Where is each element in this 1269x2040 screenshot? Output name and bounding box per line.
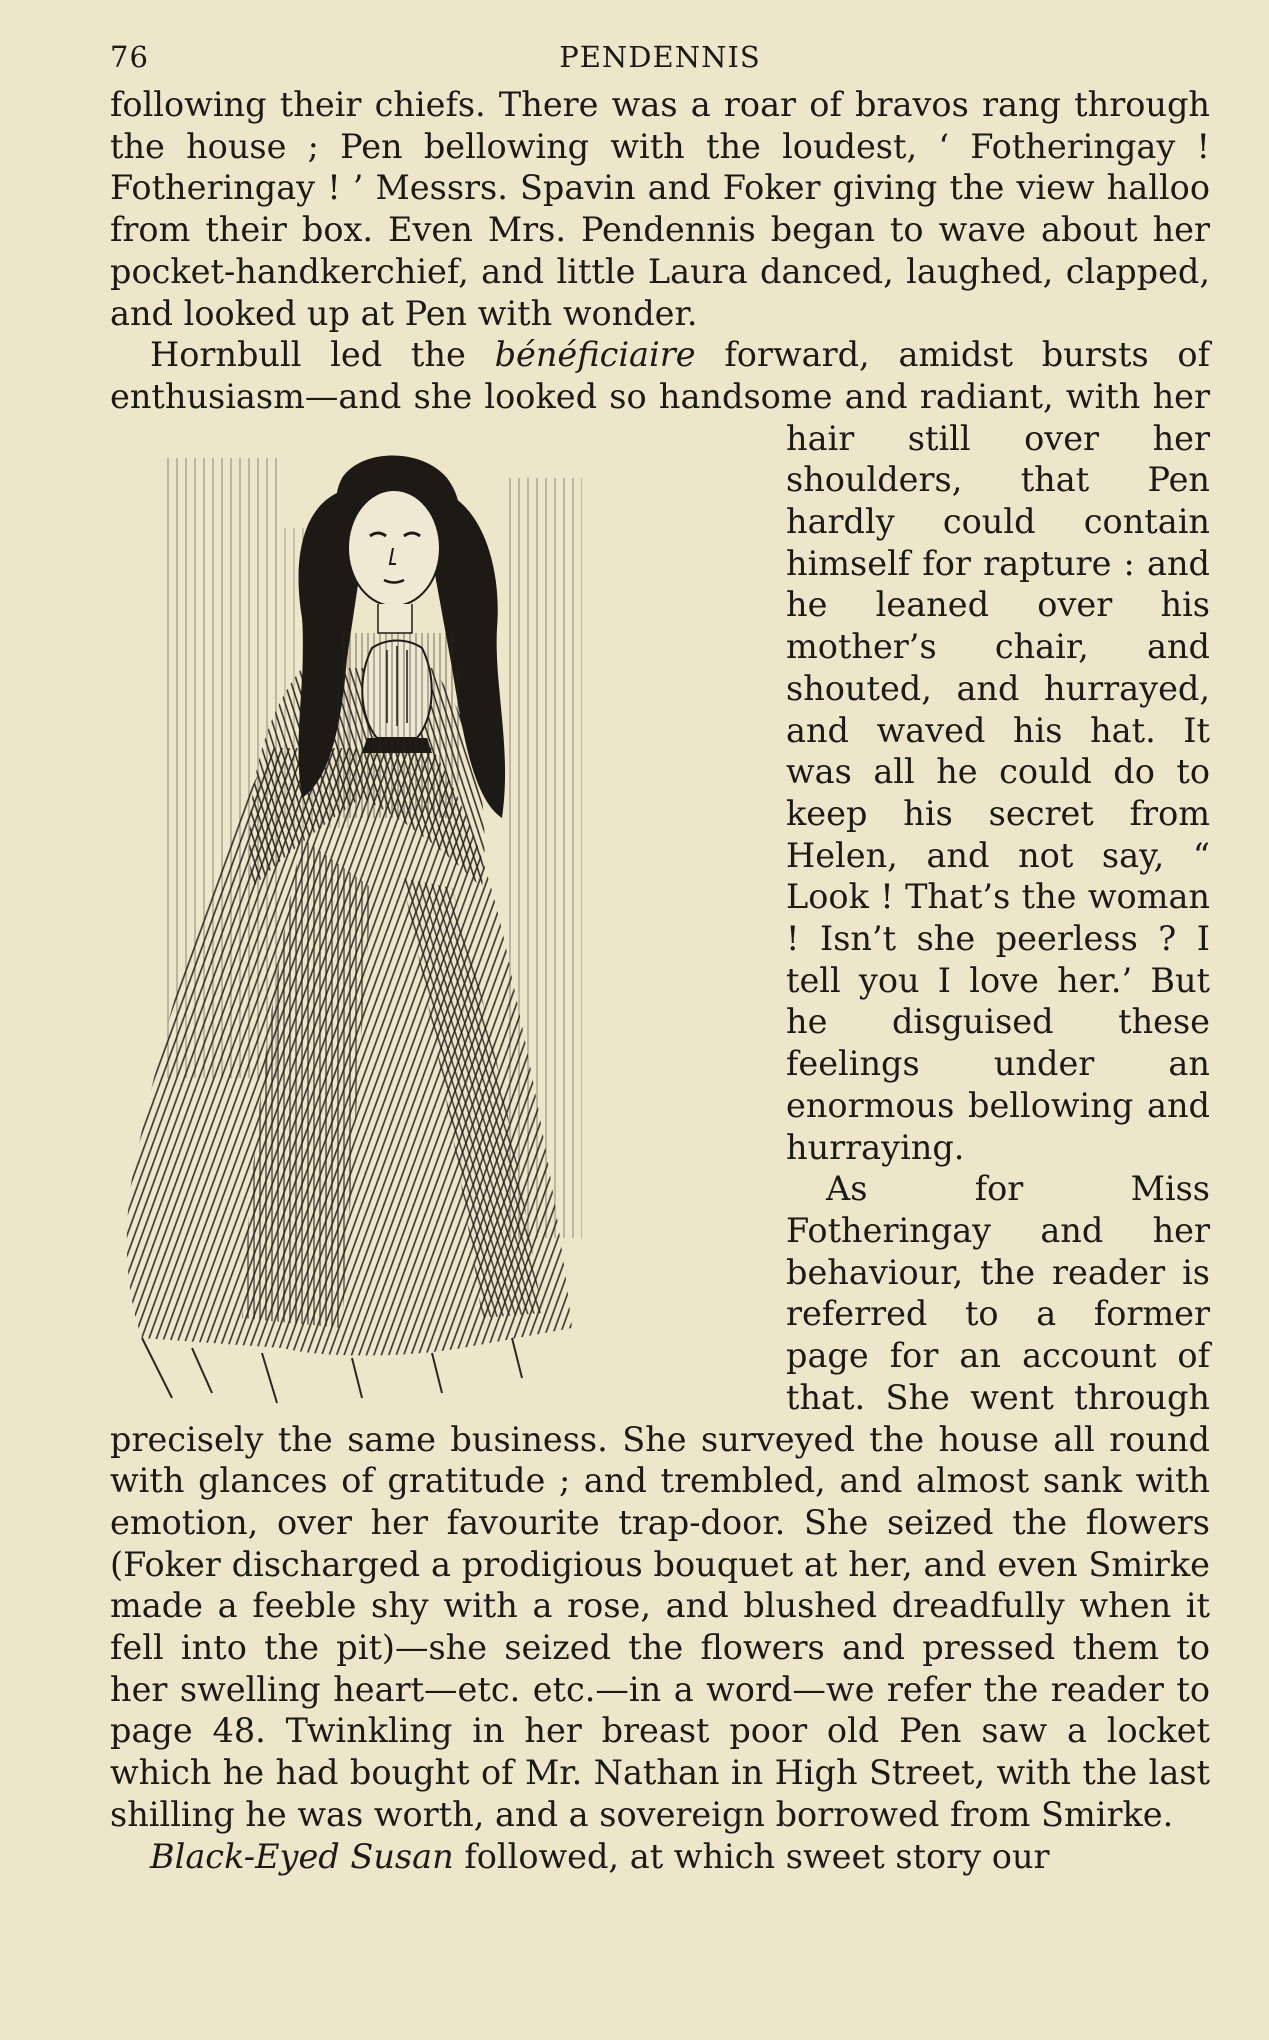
book-title: PENDENNIS: [559, 40, 761, 74]
paragraph-3: As for Miss Fotheringay and her behaviour, the reader is referred to a former page for an account of that. She went through precisely the same business. She surveyed the house all round with glances of gratitude ; and trembled, and almost sank with emotion, over her favourite trap-door. She seized the flowers (Foker discharged a prodigious bouquet at her, and even Smirke made a feeble shy with a rose, and blushed dreadfully when it fell into the pit)—she seized the flowers and pressed them to her swelling heart—etc. etc.—in a word—we refer the reader to page 48. Twinkling in her breast poor old Pen saw a locket which he had bought of Mr. Nathan in High Street, with the last shilling he was worth, and a sovereign borrowed from Smirke.: [110, 1169, 1210, 1834]
running-head: [110, 40, 1210, 84]
paragraph-2-rest: her hair still over her shoulders, that Pen hardly could contain himself for rapture : and he leaned over his mother’s chair, and shouted, and hurrayed, and waved his hat. It was all he could do to keep his secret from Helen, and not say, “ Look ! That’s the woman ! Isn’t she peerless ? I tell you I love her.’ But he disguised these feelings under an enormous bellowing and hurraying.: [786, 376, 1210, 1167]
page-number: 76: [110, 40, 149, 74]
italic-title: Black-Eyed Susan: [150, 1836, 454, 1876]
body-text: [110, 84, 1210, 1877]
italic-term: bénéficiaire: [494, 335, 696, 375]
engraving-woman-with-clasped-hands-icon: [102, 418, 762, 1408]
paragraph-2: [110, 334, 1210, 1168]
paragraph-4-text: followed, at which sweet story our: [453, 1836, 1050, 1876]
paragraph-1: following their chiefs. There was a roar of bravos rang through the house ; Pen bellowing with the loudest, ‘ Fotheringay ! Fotheringay ! ’ Messrs. Spavin and Foker giving the view halloo from their box. Even Mrs. Pendennis began to wave about her pocket-handkerchief, and little Laura danced, laughed, clapped, and looked up at Pen with wonder.: [110, 85, 1210, 333]
paragraph-2-lead: Hornbull led the: [150, 335, 495, 375]
paragraph-2-opening: forward, amidst bursts of enthusiasm—and she looked so handsome and radiant, with: [110, 335, 1210, 416]
paragraph-4: [110, 1836, 1210, 1878]
illustration: [102, 418, 762, 1408]
book-page: [110, 40, 1210, 2030]
